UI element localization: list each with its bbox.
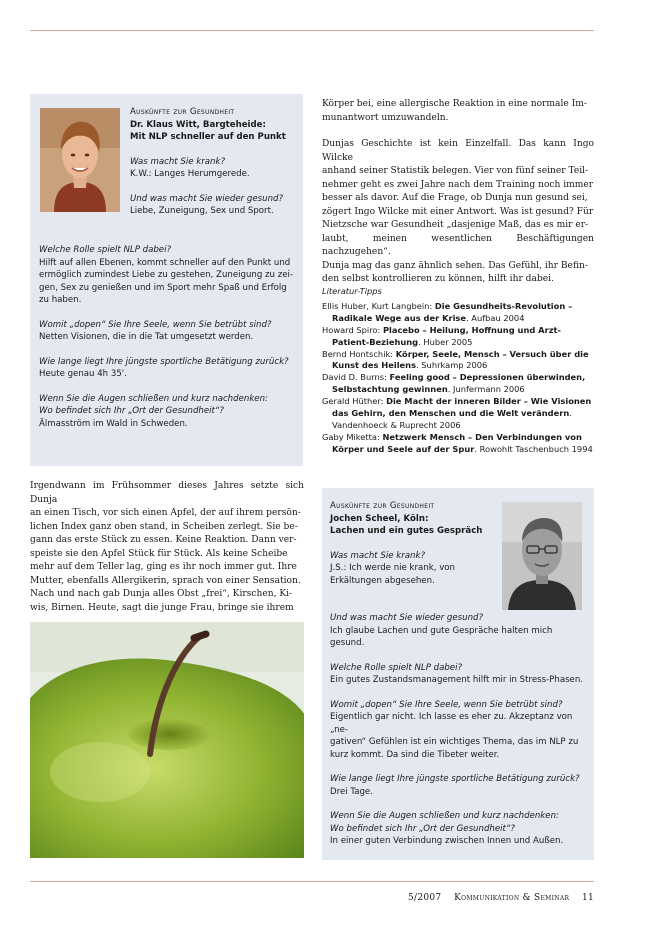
answer: Ein gutes Zustandsmanagement hilft mir in Stress-Phasen. bbox=[330, 675, 584, 685]
literature-tips bbox=[322, 286, 594, 456]
publisher: . Rowohlt Taschenbuch 1994 bbox=[474, 443, 593, 454]
body-text-right bbox=[322, 98, 594, 287]
literature-item bbox=[322, 396, 594, 432]
text-line: speiste sie den Apfel Stück für Stück. Als keine Scheibe bbox=[30, 548, 288, 559]
question: Wie lange liegt Ihre jüngste sportliche Betätigung zurück? bbox=[330, 774, 580, 784]
text-line: Körper bei, eine allergische Reaktion in eine normale Im- bbox=[322, 99, 587, 109]
question: Wenn Sie die Augen schließen und kurz nachdenken: bbox=[330, 811, 559, 821]
body-text-left bbox=[30, 480, 304, 615]
publisher: . Suhrkamp 2006 bbox=[416, 360, 488, 371]
page-footer bbox=[408, 893, 594, 903]
text-line: munantwort umzuwandeln. bbox=[322, 112, 449, 123]
question: Und was macht Sie wieder gesund? bbox=[330, 613, 484, 623]
answer: Liebe, Zuneigung, Sex und Sport. bbox=[130, 206, 274, 216]
literature-item bbox=[322, 349, 594, 373]
text-line: gann das erste Stück zu essen. Keine Reaktion. Dann ver- bbox=[30, 535, 297, 545]
publisher: . Junfermann 2006 bbox=[447, 384, 525, 395]
literature-item bbox=[322, 301, 594, 325]
interview-box-witt bbox=[30, 94, 303, 466]
book-title: Die Gesundheits-Revolution – Radikale Wege aus der Krise bbox=[332, 300, 573, 323]
question: Womit „dopen“ Sie Ihre Seele, wenn Sie betrübt sind? bbox=[330, 699, 563, 710]
interviewee-name: Dr. Klaus Witt, Bargteheide: bbox=[130, 119, 266, 130]
text-line: lichen Index ganz oben stand, in Scheiben zerlegt. Sie be- bbox=[30, 521, 298, 532]
answer: Heute genau 4h 35'. bbox=[39, 369, 127, 379]
question: Wie lange liegt Ihre jüngste sportliche Betätigung zurück? bbox=[39, 356, 289, 367]
text-line: mehr auf dem Teller lag, ging es ihr noch immer gut. Ihre bbox=[30, 562, 297, 572]
book-title: Feeling good – Depressionen überwinden, Selbstachtung gewinnen bbox=[332, 372, 586, 395]
answer-line: zu haben. bbox=[39, 295, 82, 305]
text-line: wis, Birnen. Heute, sagt die junge Frau, bringe sie ihrem bbox=[30, 602, 294, 613]
text-line: laubt, meinen wesentlichen Beschäftigungen nachzugehen“. bbox=[322, 233, 594, 257]
interview-box-scheel bbox=[322, 488, 594, 860]
text-line: Nach und nach gab Dunja alles Obst „frei“, Kirschen, Ki- bbox=[30, 589, 293, 599]
answer-line: gativen“ Gefühlen ist ein wichtiges Thema, das im NLP zu bbox=[330, 737, 579, 747]
answer: In einer guten Verbindung zwischen Innen und Außen. bbox=[330, 836, 564, 846]
interview-kicker: Auskünfte zur Gesundheit bbox=[130, 107, 235, 117]
book-title: Placebo – Heilung, Hoffnung und Arzt-Patient-Beziehung bbox=[332, 324, 561, 347]
answer: K.W.: Langes Herumgerede. bbox=[130, 169, 250, 179]
portrait-klaus-witt bbox=[40, 108, 120, 212]
bottom-rule bbox=[30, 881, 594, 882]
author: Ellis Huber, Kurt Langbein: bbox=[322, 300, 435, 311]
question: Wenn Sie die Augen schließen und kurz nachdenken: bbox=[39, 393, 268, 404]
publisher: . Vandenhoeck & Ruprecht 2006 bbox=[332, 408, 572, 430]
answer-line: Eigentlich gar nicht. Ich lasse es eher zu. Akzeptanz von „ne- bbox=[330, 712, 573, 735]
question: Was macht Sie krank? bbox=[330, 550, 426, 561]
text-line: Dunja mag das ganz ähnlich sehen. Das Gefühl, ihr Befin- bbox=[322, 260, 588, 271]
question: Wo befindet sich Ihr „Ort der Gesundheit“? bbox=[39, 406, 224, 416]
literature-heading: Literatur-Tipps bbox=[322, 286, 382, 296]
book-title: Körper, Seele, Mensch – Versuch über die Kunst des Heilens bbox=[332, 348, 589, 371]
apple-photo bbox=[30, 622, 304, 858]
book-title: Die Macht der inneren Bilder – Wie Visionen das Gehirn, den Menschen und die Welt verändern bbox=[332, 396, 592, 419]
author: David D. Burns: bbox=[322, 372, 390, 383]
author: Gerald Hüther: bbox=[322, 396, 387, 407]
text-line: den selbst kontrollieren zu können, hilft ihr dabei. bbox=[322, 274, 554, 284]
answer-line: Hilft auf allen Ebenen, kommt schneller auf den Punkt und bbox=[39, 257, 291, 268]
question: Womit „dopen“ Sie Ihre Seele, wenn Sie betrübt sind? bbox=[39, 319, 272, 330]
question: Welche Rolle spielt NLP dabei? bbox=[39, 245, 172, 255]
top-rule bbox=[30, 30, 594, 31]
text-line: anhand seiner Statistik belegen. Vier von fünf seiner Teil- bbox=[322, 166, 589, 176]
author: Howard Spiro: bbox=[322, 324, 383, 335]
answer: Netten Visionen, die in die Tat umgesetzt werden. bbox=[39, 332, 254, 342]
interviewee-name: Jochen Scheel, Köln: bbox=[330, 513, 429, 524]
literature-item bbox=[322, 432, 594, 456]
answer-line: Erkältungen abgesehen. bbox=[330, 575, 435, 586]
interview-kicker: Auskünfte zur Gesundheit bbox=[330, 501, 435, 511]
text-line: nehmer geht es zwei Jahre nach dem Training noch immer bbox=[322, 179, 594, 190]
answer-line: ermöglich zumindest Liebe zu gestehen, Zuneigung zu zei- bbox=[39, 270, 294, 280]
question: Wo befindet sich Ihr „Ort der Gesundheit“? bbox=[330, 823, 515, 834]
question: Was macht Sie krank? bbox=[130, 156, 226, 167]
text-line: Irgendwann im Frühsommer dieses Jahres setzte sich Dunja bbox=[30, 481, 304, 505]
publisher: . Huber 2005 bbox=[418, 336, 473, 347]
text-line: Dunjas Geschichte ist kein Einzelfall. Das kann Ingo Wilcke bbox=[322, 139, 594, 163]
question: Und was macht Sie wieder gesund? bbox=[130, 193, 284, 204]
book-title: Netzwerk Mensch – Den Verbindungen von Körper und Seele auf der Spur bbox=[332, 431, 582, 454]
answer: Älmasström im Wald in Schweden. bbox=[39, 418, 188, 429]
author: Gaby Miketta: bbox=[322, 431, 383, 442]
publisher: . Aufbau 2004 bbox=[466, 312, 525, 323]
interview-headline: Mit NLP schneller auf den Punkt bbox=[130, 132, 286, 142]
question: Welche Rolle spielt NLP dabei? bbox=[330, 662, 463, 673]
interview-headline: Lachen und ein gutes Gespräch bbox=[330, 526, 483, 536]
answer-line: gen, Sex zu genießen und im Sport mehr Spaß und Erfolg bbox=[39, 282, 287, 293]
text-line: Nietzsche war Gesundheit „dasjenige Maß, das es mir er- bbox=[322, 220, 589, 230]
portrait-jochen-scheel bbox=[502, 502, 582, 610]
answer: Drei Tage. bbox=[330, 786, 373, 797]
issue-number: 5/2007 bbox=[407, 893, 442, 903]
answer: Ich glaube Lachen und gute Gespräche halten mich gesund. bbox=[330, 625, 553, 648]
answer-line: kurz kommt. Da sind die Tibeter weiter. bbox=[330, 749, 500, 760]
text-line: an einen Tisch, vor sich einen Apfel, der auf ihrem persön- bbox=[30, 508, 301, 518]
text-line: Mutter, ebenfalls Allergikerin, sprach von einer Sensation. bbox=[30, 575, 301, 586]
author: Bernd Hontschik: bbox=[322, 348, 396, 359]
text-line: zögert Ingo Wilcke mit einer Antwort. Was ist gesund? Für bbox=[322, 206, 594, 217]
text-line: besser als davor. Auf die Frage, ob Dunja nun gesund sei, bbox=[322, 193, 588, 203]
literature-item bbox=[322, 325, 594, 349]
magazine-name: Kommunikation & Seminar bbox=[454, 893, 570, 903]
answer-line: J.S.: Ich werde nie krank, von bbox=[330, 563, 455, 573]
literature-item bbox=[322, 372, 594, 396]
page-number: 11 bbox=[581, 893, 594, 903]
